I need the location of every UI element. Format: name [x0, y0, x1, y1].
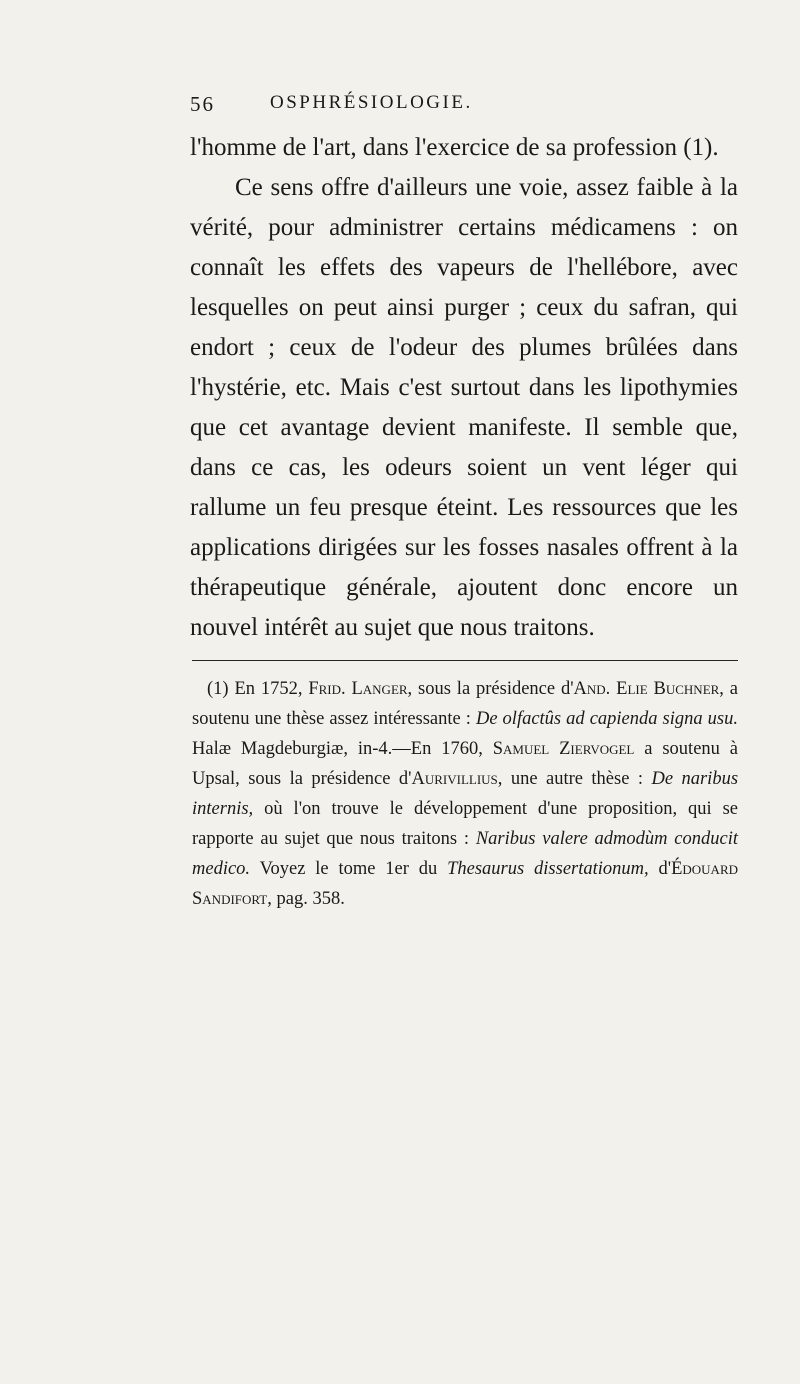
footnote-text: (1) En 1752, Frid. Langer, sous la présidence d'And. Elie Buchner, a soutenu une thèse assez intéressante : De olfactûs ad capienda signa usu. Halæ Magdeburgiæ, in-4.—En 1760, Samuel Ziervogel a soutenu à Upsal, sous la présidence d'Aurivillius, une autre thèse : De naribus internis, où l'on trouve le développement d'une proposition, qui se rapporte au sujet que nous traitons : Naribus valere admodùm conducit medico. Voyez le tome 1er du Thesaurus dissertationum, d'Édouard Sandifort, pag. 358. — [192, 679, 739, 909]
editor-name: Édouard Sandifort, — [192, 859, 739, 909]
author-name: Samuel Ziervogel — [492, 739, 635, 759]
president-name: Aurivillius, — [411, 769, 503, 789]
paragraph-1: l'homme de l'art, dans l'exercice de sa profession (1). — [190, 134, 719, 161]
main-text — [190, 128, 738, 648]
footnote — [192, 674, 738, 914]
running-title: OSPHRÉSIOLOGIE. — [270, 92, 473, 113]
work-title: Thesaurus dissertationum, — [447, 859, 649, 879]
page-number: 56 — [190, 92, 215, 116]
footnote-rule — [192, 660, 738, 661]
author-name: Frid. Langer, — [308, 679, 413, 699]
president-name: And. Elie Buchner, — [573, 679, 724, 699]
latin-quote: Naribus valere admodùm conducit medico. — [192, 829, 739, 879]
thesis-title: De olfactûs ad capienda signa usu. — [475, 709, 738, 729]
paragraph-2: Ce sens offre d'ailleurs une voie, assez faible à la vérité, pour administrer certains médicamens : on connaît les effets des vapeurs de l'hellébore, avec lesquelles on peut ainsi purger ; ceux du safran, qui endort ; ceux de l'odeur des plumes brûlées dans l'hystérie, etc. Mais c'est surtout dans les lipothymies que cet avantage devient manifeste. Il semble que, dans ce cas, les odeurs soient un vent léger qui rallume un feu presque éteint. Les ressources que les applications dirigées sur les fosses nasales offrent à la thérapeutique générale, ajoutent donc encore un nouvel intérêt au sujet que nous traitons. — [190, 174, 738, 641]
footnote-marker: (1) — [207, 679, 229, 699]
thesis-title: De naribus internis, — [192, 769, 739, 819]
